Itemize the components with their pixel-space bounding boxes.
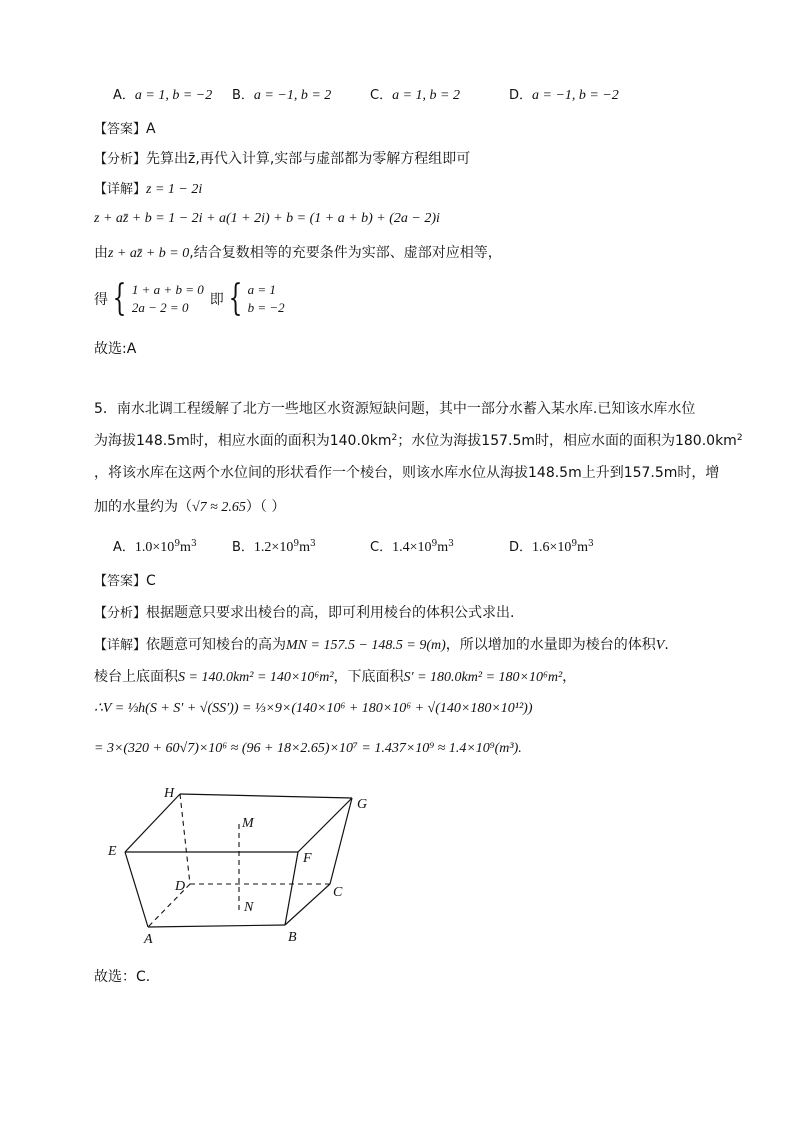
edge-hd-hidden — [180, 794, 190, 884]
q4-eq1: z + az̄ + b = 1 − 2i + a(1 + 2i) + b = (1 + a + b) + (2a − 2)i — [94, 211, 440, 226]
label-b: B — [288, 930, 297, 945]
q4-analysis: 【分析】先算出z̄,再代入计算,实部与虚部都为零解方程组即可 — [94, 151, 471, 167]
edge-he — [125, 794, 180, 852]
q5-stem-line3: ，将该水库在这两个水位间的形状看作一个棱台，则该水库水位从海拔148.5m上升到157.5m时，增 — [94, 465, 720, 481]
q4-conclusion: 故选:A — [94, 341, 137, 357]
q5-option-d: D．$1.6\times 10^9m^3$ — [509, 539, 594, 555]
edge-ab — [148, 925, 285, 927]
q5-analysis: 【分析】根据题意只要求出棱台的高，即可利用棱台的体积公式求出. — [94, 605, 515, 621]
frustum-figure — [100, 780, 390, 950]
label-d: D — [175, 879, 186, 894]
edge-hg — [180, 794, 352, 798]
q5-volume-line: ∴V = ⅓h(S + S′ + √(SS′)) = ⅓×9×(140×10⁶ + 180×10⁶ + √(140×180×10¹²)) — [94, 701, 533, 716]
q5-option-c: C．$1.4\times 10^9m^3$ — [370, 539, 454, 555]
edge-fg — [298, 798, 352, 852]
q4-eq2: 由z + az̄ + b = 0,结合复数相等的充要条件为实部、虚部对应相等， — [94, 245, 502, 261]
edge-gc — [330, 798, 352, 884]
q5-detail: 【详解】依题意可知棱台的高为MN = 157.5 − 148.5 = 9(m)，所以增加的水量即为棱台的体积V. — [94, 637, 669, 653]
q4-answer: 【答案】A — [94, 121, 156, 137]
q4-option-d: D．a = −1, b = −2 — [509, 88, 619, 103]
label-c: C — [333, 885, 343, 900]
q5-answer: 【答案】C — [94, 573, 156, 589]
label-e: E — [108, 844, 117, 859]
label-n: N — [244, 900, 254, 915]
label-a: A — [144, 932, 153, 947]
edge-fb — [285, 852, 298, 925]
q4-option-a: A．a = 1, b = −2 — [113, 88, 213, 103]
q4-option-c: C．a = 1, b = 2 — [370, 88, 460, 103]
label-m: M — [242, 816, 254, 831]
q4-systems: 得 { 1 + a + b = 0 2a − 2 = 0 即 { a = 1 b = −2 — [94, 278, 285, 319]
label-h: H — [164, 786, 175, 801]
q4-detail: 【详解】z = 1 − 2i — [94, 182, 203, 197]
q5-conclusion: 故选：C. — [94, 969, 151, 985]
q5-option-b: B．$1.2\times 10^9m^3$ — [232, 539, 316, 555]
q5-stem-line2: 为海拔148.5m时，相应水面的面积为$140.0km^2$；水位为海拔157.5m时，相应水面的面积为$180.0km^2$ — [94, 433, 743, 449]
label-f: F — [303, 851, 312, 866]
label-g: G — [357, 797, 368, 812]
edge-ea — [125, 852, 148, 927]
q5-option-a: A．$1.0\times 10^9m^3$ — [113, 539, 197, 555]
q4-option-b: B．a = −1, b = 2 — [232, 88, 332, 103]
q5-stem-line4: 加的水量约为（√7 ≈ 2.65）（ ） — [94, 499, 286, 515]
q5-stem-line1: 5．南水北调工程缓解了北方一些地区水资源短缺问题，其中一部分水蓄入某水库.已知该水库水位 — [94, 401, 696, 417]
q5-areas: 棱台上底面积S = 140.0km² = 140×10⁶m²，下底面积S′ = 180.0km² = 180×10⁶m²， — [94, 669, 577, 685]
q5-volume-result: = 3×(320 + 60√7)×10⁶ ≈ (96 + 18×2.65)×10⁷ = 1.437×10⁹ ≈ 1.4×10⁹(m³). — [94, 741, 522, 756]
